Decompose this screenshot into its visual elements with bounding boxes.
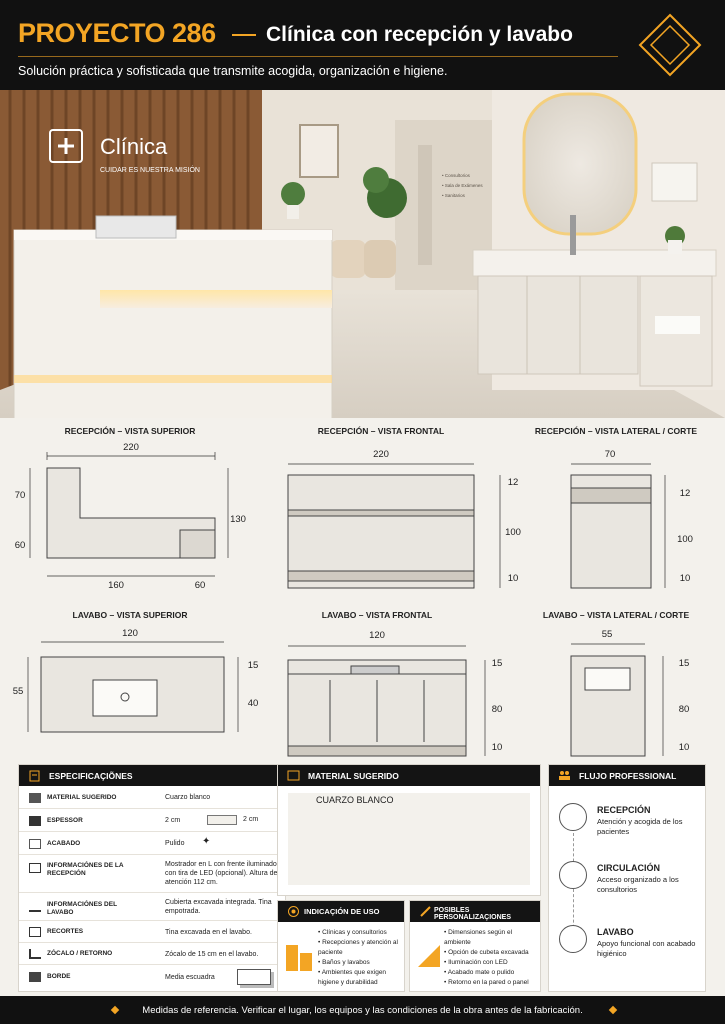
use-title: INDICAÇIÓN DE USO xyxy=(304,907,380,916)
page-title: Clínica con recepción y lavabo xyxy=(266,23,573,46)
sink-icon xyxy=(29,902,41,912)
dim-rec-top-htotal: 130 xyxy=(230,514,246,525)
finish-icon xyxy=(29,839,41,849)
spec-label: MATERIAL SUGERIDO xyxy=(47,794,117,801)
project-number: PROYECTO 286 xyxy=(18,18,216,48)
dim-sink-top-w: 120 xyxy=(122,628,138,639)
reception-icon xyxy=(29,863,41,873)
custom-header xyxy=(410,901,540,922)
photo-brand-tagline: CUIDAR ES NUESTRA MISIÓN xyxy=(100,167,200,174)
spec-value: Cuarzo blanco xyxy=(165,794,211,801)
custom-item: • Iluminación con LED xyxy=(444,959,508,966)
specs-panel xyxy=(18,764,286,992)
thickness-swatch xyxy=(207,815,237,825)
diamond-logo-icon xyxy=(637,12,703,78)
dim-sink-side-w: 55 xyxy=(601,629,613,640)
diamond-icon xyxy=(609,1006,617,1014)
hero-render xyxy=(0,90,725,418)
spec-label: ACABADO xyxy=(47,840,81,847)
dim-sink-top-h: 55 xyxy=(12,686,24,697)
custom-list xyxy=(444,928,540,988)
dim-sink-side-d3: 10 xyxy=(678,742,690,753)
spec-value: Cubierta excavada integrada. Tina empotrada. xyxy=(165,899,272,915)
people-icon xyxy=(558,769,571,782)
flow-step-desc: Acceso organizado a los consultorios xyxy=(597,875,679,894)
dim-rec-top-h1: 70 xyxy=(14,490,26,501)
dim-sink-front-d3: 10 xyxy=(491,742,503,753)
custom-item: • Retorno en la pared o panel xyxy=(444,979,529,986)
custom-title: POSIBLES PERSONALIZAÇIONES xyxy=(434,907,512,921)
flow-step-title: LAVABO xyxy=(597,927,634,937)
quartz-swatch xyxy=(288,793,530,885)
photo-sign-3: • Sanitarios xyxy=(442,193,465,198)
pencil-icon xyxy=(419,905,432,918)
material-header xyxy=(278,765,540,786)
flow-panel xyxy=(548,764,706,992)
caption-rec-side: RECEPCIÓN – VISTA LATERAL / CORTE xyxy=(534,426,698,436)
use-item: • Clínicas y consultorios xyxy=(318,929,387,936)
spec-row xyxy=(19,809,285,832)
spec-value: Media escuadra xyxy=(165,974,215,981)
spec-value: Pulido xyxy=(165,840,185,847)
caption-rec-top: RECEPCIÓN – VISTA SUPERIOR xyxy=(64,426,196,436)
target-icon xyxy=(287,905,300,918)
dim-rec-front-d3: 10 xyxy=(507,573,519,584)
flow-step-desc: Apoyo funcional con acabado higiénico xyxy=(597,939,696,958)
dim-rec-side-d2: 100 xyxy=(677,534,693,545)
material-panel xyxy=(277,764,541,896)
header-rule xyxy=(18,56,618,57)
edge-sample xyxy=(237,969,271,985)
photo-brand: Clínica xyxy=(100,134,168,159)
dim-rec-front-d2: 100 xyxy=(505,527,521,538)
buildings-icon xyxy=(284,937,314,971)
dim-rec-side-d3: 10 xyxy=(679,573,691,584)
flow-step-desc: Atención y acogida de los pacientes xyxy=(597,817,683,836)
specs-title: ESPECIFICAÇIÕNES xyxy=(49,771,133,781)
dim-sink-side-d1: 15 xyxy=(678,658,690,669)
spec-label: INFORMACIÓNES DE LA RECEPCIÓN xyxy=(47,862,124,877)
dim-sink-front-w: 120 xyxy=(369,630,385,641)
use-panel xyxy=(277,900,405,992)
dim-rec-front-w: 220 xyxy=(373,449,389,460)
spec-row xyxy=(19,893,285,921)
specs-header xyxy=(19,765,285,786)
edge-icon xyxy=(29,972,41,982)
dim-rec-top-b1: 160 xyxy=(108,580,124,591)
spec-row xyxy=(19,786,285,809)
dim-rec-front-d1: 12 xyxy=(507,477,519,488)
spec-label: ZÓCALO / RETORNO xyxy=(47,950,113,957)
dim-rec-top-w: 220 xyxy=(123,442,139,453)
footer-note: Medidas de referencia. Verificar el lugar, los equipos y las condiciones de la obra antes de la fabricación. xyxy=(142,1005,583,1016)
photo-sign-2: • Sala de Exámenes xyxy=(442,183,483,188)
diamond-icon xyxy=(111,1006,119,1014)
caption-sink-side: LAVABO – VISTA LATERAL / CORTE xyxy=(542,610,690,620)
thickness-icon xyxy=(29,816,41,826)
ruler-icon xyxy=(416,937,442,969)
spec-value: Mostrador en L con frente iluminado con tira de LED (opcional). Altura de atención 112 cm. xyxy=(165,861,278,886)
dim-sink-front-d1: 15 xyxy=(491,658,503,669)
dim-sink-front-d2: 80 xyxy=(491,704,503,715)
hanger-icon xyxy=(559,925,587,953)
material-icon xyxy=(29,793,41,803)
spec-row xyxy=(19,943,285,965)
photo-sign-1: • Consultorios xyxy=(442,173,470,178)
dim-rec-side-w: 70 xyxy=(604,449,616,460)
dim-rec-side-d1: 12 xyxy=(679,488,691,499)
flow-step-title: CIRCULACIÓN xyxy=(597,863,660,873)
spec-label: ESPESSOR xyxy=(47,817,83,824)
spec-row xyxy=(19,921,285,943)
spec-value: 2 cm xyxy=(165,817,181,824)
use-list xyxy=(318,928,404,988)
flow-title: FLUJO PROFESSIONAL xyxy=(579,771,677,781)
material-name: CUARZO BLANCO xyxy=(316,795,394,805)
custom-item: • Dimensiones según el ambiente xyxy=(444,929,513,946)
cutout-icon xyxy=(29,927,41,937)
material-title: MATERIAL SUGERIDO xyxy=(308,771,399,781)
dim-sink-top-d2: 40 xyxy=(247,698,259,709)
spec-row xyxy=(19,832,285,855)
spec-row xyxy=(19,965,285,991)
custom-item: • Acabado mate o pulido xyxy=(444,969,515,976)
clipboard-icon xyxy=(28,769,41,782)
sparkle-icon: ✦ xyxy=(202,836,211,847)
custom-panel xyxy=(409,900,541,992)
technical-drawings xyxy=(0,418,725,763)
material-icon xyxy=(287,769,300,782)
caption-sink-top: LAVABO – VISTA SUPERIOR xyxy=(72,610,188,620)
dim-rec-top-h2: 60 xyxy=(14,540,26,551)
dim-sink-side-d2: 80 xyxy=(678,704,690,715)
caption-rec-front: RECEPCIÓN – VISTA FRONTAL xyxy=(317,426,445,436)
spec-value-2: 2 cm xyxy=(243,816,259,823)
use-item: • Baños y lavabos xyxy=(318,959,370,966)
clinic-render-image xyxy=(0,90,725,418)
dim-sink-top-d1: 15 xyxy=(247,660,259,671)
page-subtitle: Solución práctica y sofisticada que transmite acogida, organización e higiene. xyxy=(18,64,448,78)
use-item: • Recepciones y atención al paciente xyxy=(318,939,398,956)
baseboard-icon xyxy=(29,949,41,959)
header xyxy=(0,0,725,90)
flow-step-title: RECEPCIÓN xyxy=(597,805,651,815)
spec-value: Zócalo de 15 cm en el lavabo. xyxy=(165,951,259,958)
people-icon xyxy=(559,803,587,831)
spec-row xyxy=(19,855,285,893)
caption-sink-front: LAVABO – VISTA FRONTAL xyxy=(321,610,433,620)
footer xyxy=(0,996,725,1024)
custom-item: • Opción de cubeta excavada xyxy=(444,949,529,956)
use-item: higiene y durabilidad xyxy=(318,979,378,986)
dim-rec-top-b2: 60 xyxy=(194,580,206,591)
use-header xyxy=(278,901,404,922)
spec-label: RECORTES xyxy=(47,928,84,935)
spec-value: Tina excavada en el lavabo. xyxy=(165,929,252,936)
spec-label: INFORMACIÓNES DEL LAVABO xyxy=(47,901,117,916)
use-item: • Ambientes que exigen xyxy=(318,969,387,976)
title-dash xyxy=(232,34,256,36)
flow-header xyxy=(549,765,705,786)
person-icon xyxy=(559,861,587,889)
spec-label: BORDE xyxy=(47,973,71,980)
